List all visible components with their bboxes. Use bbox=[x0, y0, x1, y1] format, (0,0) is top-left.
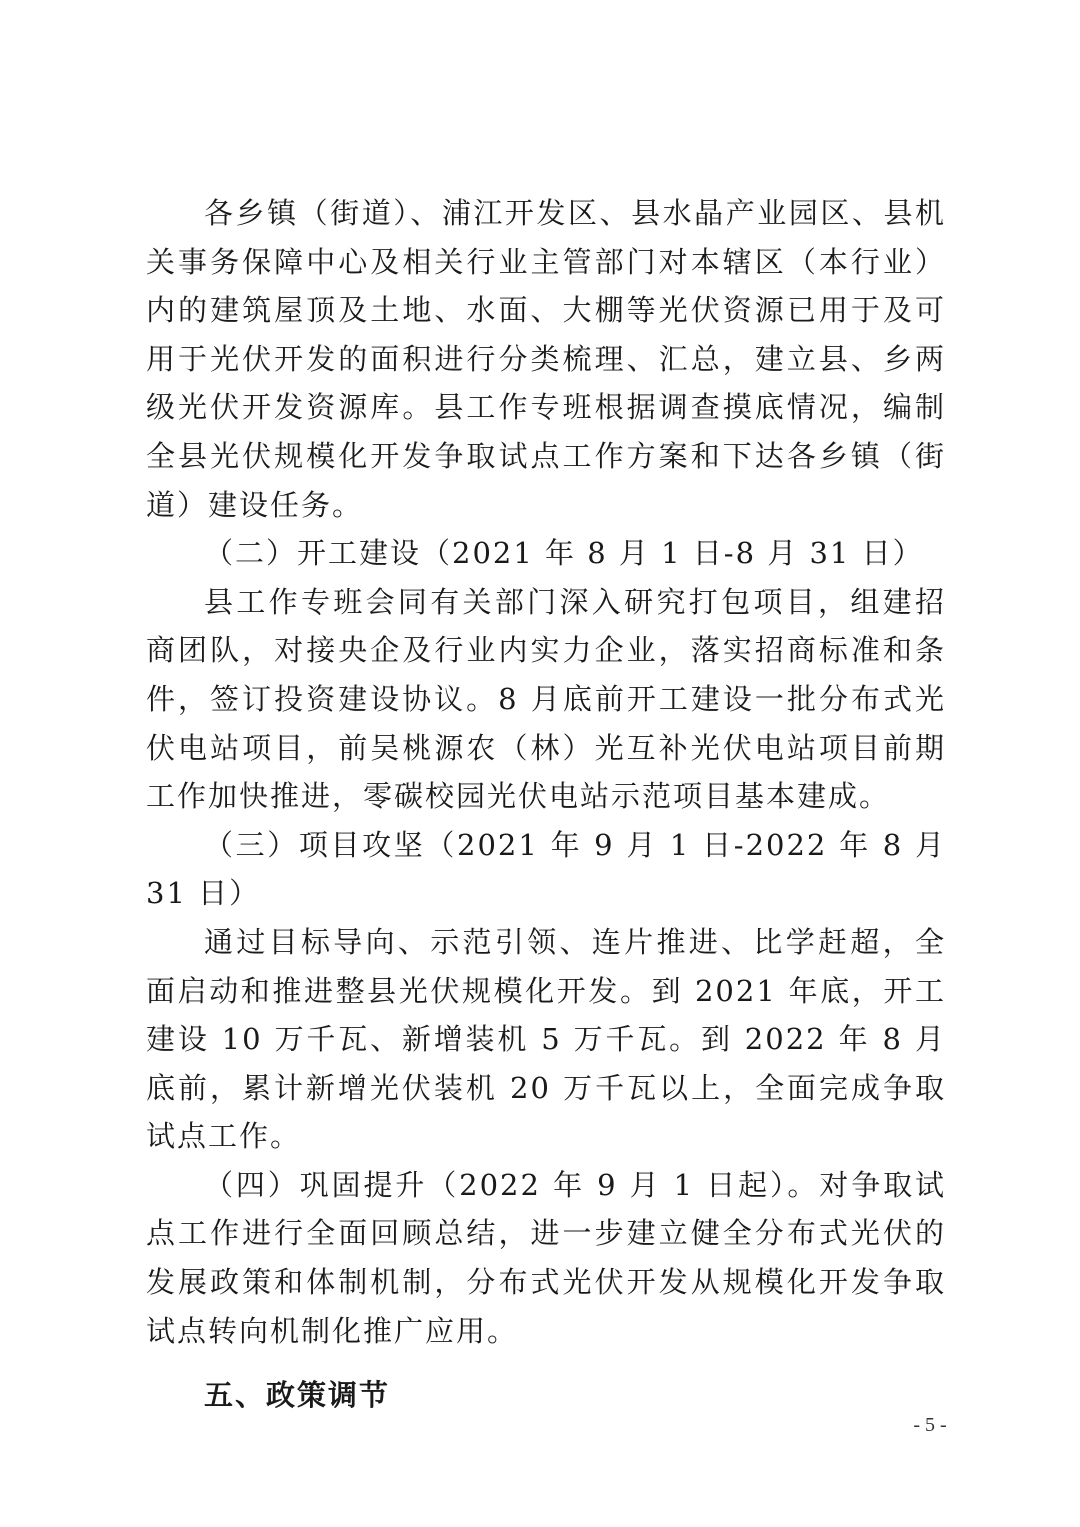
heading-construction-start: （二）开工建设（2021 年 8 月 1 日-8 月 31 日） bbox=[204, 536, 924, 571]
page-number: - 5 - bbox=[913, 1414, 947, 1436]
paragraph-project-push: 通过目标导向、示范引领、连片推进、比学赶超，全面启动和推进整县光伏规模化开发。到 2021 年底，开工建设 10 万千瓦、新增装机 5 万千瓦。到 2022 年 8 月底前，累计新增光伏装机 20 万千瓦以上，全面完成争取试点工作。 bbox=[146, 924, 946, 1154]
heading-consolidation: （四）巩固提升（2022 年 9 月 1 日起） bbox=[204, 1167, 788, 1202]
paragraph-consolidation bbox=[146, 1161, 946, 1355]
paragraph-construction-start: 县工作专班会同有关部门深入研究打包项目，组建招商团队，对接央企及行业内实力企业，落实招商标准和条件，签订投资建设协议。8 月底前开工建设一批分布式光伏电站项目，前吴桃源农（林）光互补光伏电站项目前期工作加快推进，零碳校园光伏电站示范项目基本建成。 bbox=[146, 584, 946, 814]
paragraph-consolidation-text: 。对争取试点工作进行全面回顾总结，进一步建立健全分布式光伏的发展政策和体制机制，分布式光伏开发从规模化开发争取试点转向机制化推广应用。 bbox=[146, 1167, 946, 1348]
heading-project-push: （三）项目攻坚（2021 年 9 月 1 日-2022 年 8 月 31 日） bbox=[146, 827, 946, 911]
paragraph-resource-survey: 各乡镇（街道）、浦江开发区、县水晶产业园区、县机关事务保障中心及相关行业主管部门对本辖区（本行业）内的建筑屋顶及土地、水面、大棚等光伏资源已用于及可用于光伏开发的面积进行分类梳理、汇总，建立县、乡两级光伏开发资源库。县工作专班根据调查摸底情况，编制全县光伏规模化开发争取试点工作方案和下达各乡镇（街道）建设任务。 bbox=[146, 196, 946, 522]
document-body bbox=[146, 189, 946, 1420]
section-heading-policy: 五、政策调节 bbox=[204, 1378, 391, 1413]
